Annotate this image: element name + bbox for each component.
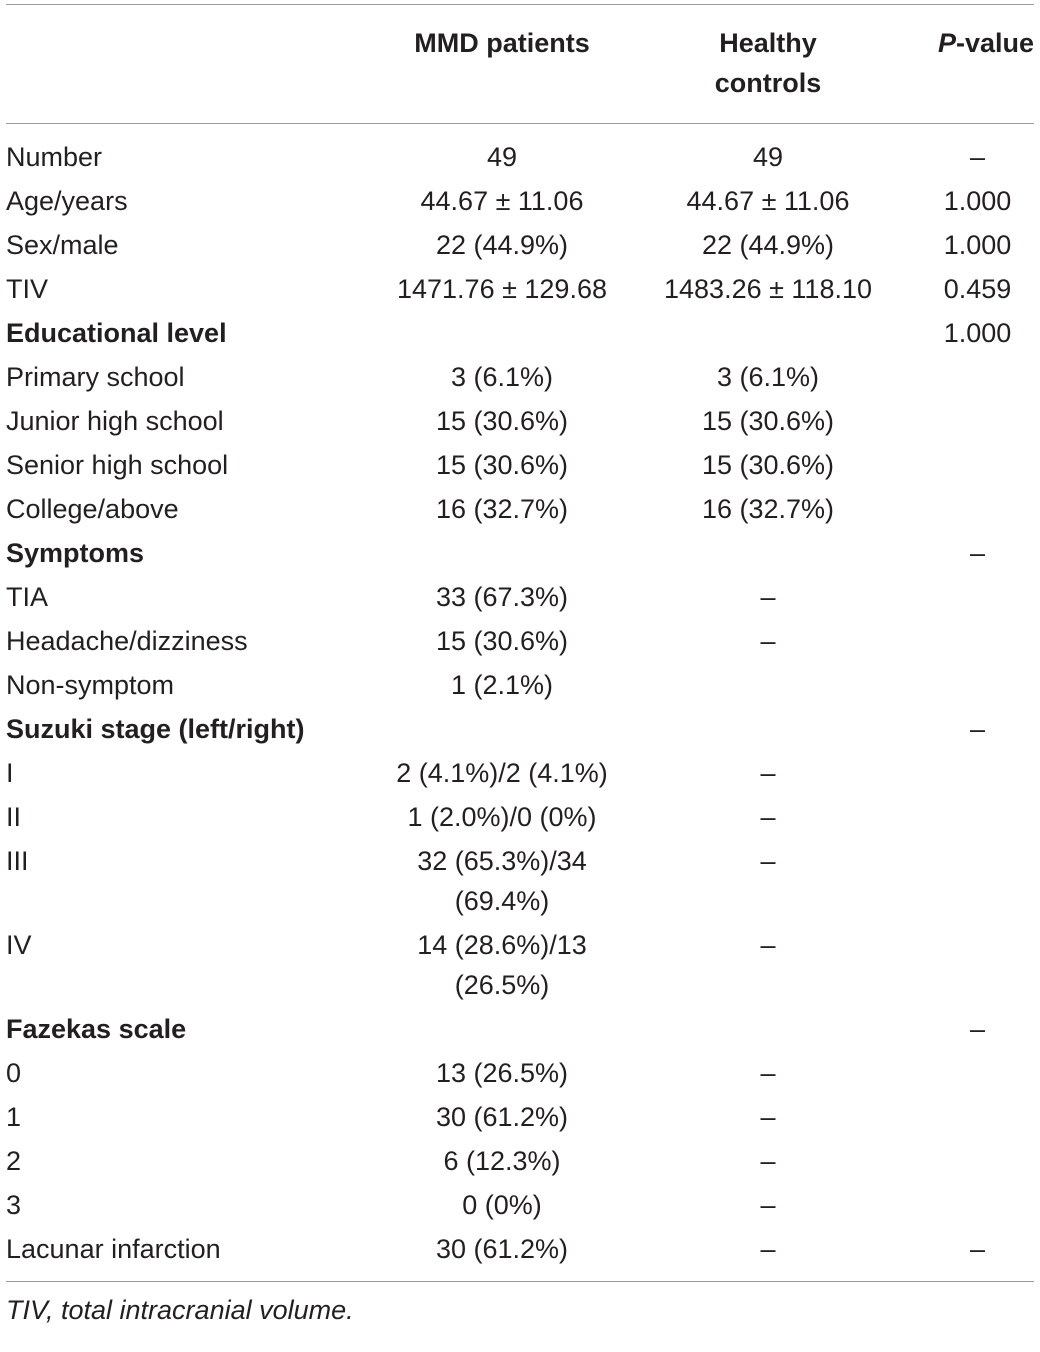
- row-label: III: [6, 846, 29, 876]
- row-label: 3: [6, 1190, 22, 1220]
- table-row: [6, 267, 1034, 311]
- mmd-value: 0 (0%): [462, 1190, 542, 1220]
- table-row: [6, 399, 1034, 443]
- healthy-control-value: –: [760, 1102, 776, 1132]
- healthy-control-value: 15 (30.6%): [701, 406, 835, 436]
- row-label: Headache/dizziness: [6, 626, 248, 656]
- healthy-control-value: –: [760, 626, 776, 656]
- header-row: [6, 5, 1034, 124]
- healthy-control-value: [635, 311, 901, 355]
- healthy-control-value: –: [760, 1234, 776, 1264]
- mmd-value: 6 (12.3%): [443, 1146, 561, 1176]
- p-value: [901, 355, 1034, 399]
- table-row: [6, 923, 1034, 1007]
- row-label: Number: [6, 142, 103, 172]
- p-value: [901, 619, 1034, 663]
- header-mmd-patients: MMD patients: [414, 28, 590, 58]
- table-row: [6, 795, 1034, 839]
- row-label: Age/years: [6, 186, 128, 216]
- row-label: 1: [6, 1102, 22, 1132]
- mmd-value: [369, 531, 635, 575]
- row-label: 0: [6, 1058, 22, 1088]
- p-suffix: -value: [955, 28, 1034, 58]
- p-value: 1.000: [943, 186, 1012, 216]
- mmd-value: [369, 311, 635, 355]
- p-value: –: [969, 142, 986, 172]
- mmd-value: 49: [486, 142, 518, 172]
- row-label: College/above: [6, 494, 179, 524]
- row-label: Non-symptom: [6, 670, 175, 700]
- table-row: [6, 1051, 1034, 1095]
- mmd-value: 15 (30.6%): [435, 626, 569, 656]
- mmd-value: 1471.76 ± 129.68: [396, 274, 607, 304]
- p-value: [901, 575, 1034, 619]
- p-value: [901, 923, 1034, 1007]
- mmd-value: 1 (2.1%): [450, 670, 554, 700]
- mmd-value: 44.67 ± 11.06: [420, 186, 584, 216]
- table-row: [6, 487, 1034, 531]
- p-value: 0.459: [943, 274, 1012, 304]
- table-row: [6, 619, 1034, 663]
- row-label: TIV: [6, 274, 49, 304]
- row-label: I: [6, 758, 14, 788]
- row-label: Lacunar infarction: [6, 1234, 221, 1264]
- table-row: [6, 1183, 1034, 1227]
- p-value: –: [969, 1234, 986, 1264]
- mmd-value: 22 (44.9%): [435, 230, 569, 260]
- mmd-value: 14 (28.6%)/13 (26.5%): [417, 930, 587, 1000]
- table-row: [6, 1227, 1034, 1271]
- p-value: [901, 795, 1034, 839]
- row-label: II: [6, 802, 22, 832]
- row-label: Symptoms: [6, 538, 145, 568]
- healthy-control-value: 15 (30.6%): [701, 450, 835, 480]
- p-value: [901, 1183, 1034, 1227]
- healthy-control-value: –: [760, 802, 776, 832]
- p-value: [901, 487, 1034, 531]
- p-italic: P: [937, 28, 956, 58]
- healthy-control-value: [635, 1007, 901, 1051]
- demographics-table: [6, 5, 1034, 1271]
- row-label: Suzuki stage (left/right): [6, 714, 305, 744]
- p-value: [901, 1095, 1034, 1139]
- mmd-value: 16 (32.7%): [435, 494, 569, 524]
- mmd-value: 32 (65.3%)/34 (69.4%): [417, 846, 587, 916]
- table-row: [6, 124, 1034, 180]
- header-healthy-controls: Healthy controls: [714, 28, 822, 98]
- row-label: Primary school: [6, 362, 185, 392]
- bottom-rule: [6, 1281, 1034, 1282]
- healthy-control-value: 22 (44.9%): [701, 230, 835, 260]
- mmd-value: [369, 707, 635, 751]
- table-row: [6, 1139, 1034, 1183]
- healthy-control-value: 16 (32.7%): [701, 494, 835, 524]
- healthy-control-value: –: [760, 1146, 776, 1176]
- table-footnote: TIV, total intracranial volume.: [6, 1295, 354, 1325]
- mmd-value: 30 (61.2%): [435, 1234, 569, 1264]
- row-label: 2: [6, 1146, 22, 1176]
- mmd-value: [369, 1007, 635, 1051]
- table-row: [6, 751, 1034, 795]
- healthy-control-value: –: [760, 930, 776, 960]
- table-row: [6, 223, 1034, 267]
- mmd-value: 15 (30.6%): [435, 406, 569, 436]
- section-header-row: [6, 311, 1034, 355]
- healthy-control-value: [635, 663, 901, 707]
- healthy-control-value: [635, 707, 901, 751]
- healthy-control-value: –: [760, 582, 776, 612]
- p-value: [901, 399, 1034, 443]
- healthy-control-value: 3 (6.1%): [716, 362, 820, 392]
- p-value: [901, 663, 1034, 707]
- table-row: [6, 1095, 1034, 1139]
- p-value: –: [969, 1014, 986, 1044]
- row-label: Educational level: [6, 318, 227, 348]
- p-value: [901, 751, 1034, 795]
- row-label: Senior high school: [6, 450, 229, 480]
- p-value: –: [969, 714, 986, 744]
- demographics-table-container: [6, 4, 1034, 1330]
- row-label: Junior high school: [6, 406, 224, 436]
- healthy-control-value: 49: [752, 142, 784, 172]
- table-row: [6, 355, 1034, 399]
- table-row: [6, 575, 1034, 619]
- table-row: [6, 839, 1034, 923]
- p-value: [901, 1051, 1034, 1095]
- healthy-control-value: –: [760, 758, 776, 788]
- header-empty: [6, 5, 369, 124]
- healthy-control-value: 1483.26 ± 118.10: [664, 274, 872, 304]
- mmd-value: 3 (6.1%): [450, 362, 554, 392]
- section-header-row: [6, 531, 1034, 575]
- p-value: 1.000: [943, 318, 1012, 348]
- mmd-value: 15 (30.6%): [435, 450, 569, 480]
- section-header-row: [6, 707, 1034, 751]
- p-value: [901, 443, 1034, 487]
- mmd-value: 2 (4.1%)/2 (4.1%): [396, 758, 608, 788]
- header-p-value: [901, 5, 1034, 124]
- healthy-control-value: –: [760, 846, 776, 876]
- p-value: [901, 1139, 1034, 1183]
- mmd-value: 30 (61.2%): [435, 1102, 569, 1132]
- table-row: [6, 179, 1034, 223]
- table-row: [6, 663, 1034, 707]
- row-label: Fazekas scale: [6, 1014, 187, 1044]
- mmd-value: 33 (67.3%): [435, 582, 569, 612]
- healthy-control-value: 44.67 ± 11.06: [686, 186, 850, 216]
- p-value: 1.000: [943, 230, 1012, 260]
- p-value: –: [969, 538, 986, 568]
- row-label: TIA: [6, 582, 49, 612]
- row-label: Sex/male: [6, 230, 119, 260]
- mmd-value: 1 (2.0%)/0 (0%): [407, 802, 597, 832]
- healthy-control-value: [635, 531, 901, 575]
- row-label: IV: [6, 930, 32, 960]
- healthy-control-value: –: [760, 1190, 776, 1220]
- table-row: [6, 443, 1034, 487]
- p-value: [901, 839, 1034, 923]
- healthy-control-value: –: [760, 1058, 776, 1088]
- section-header-row: [6, 1007, 1034, 1051]
- mmd-value: 13 (26.5%): [435, 1058, 569, 1088]
